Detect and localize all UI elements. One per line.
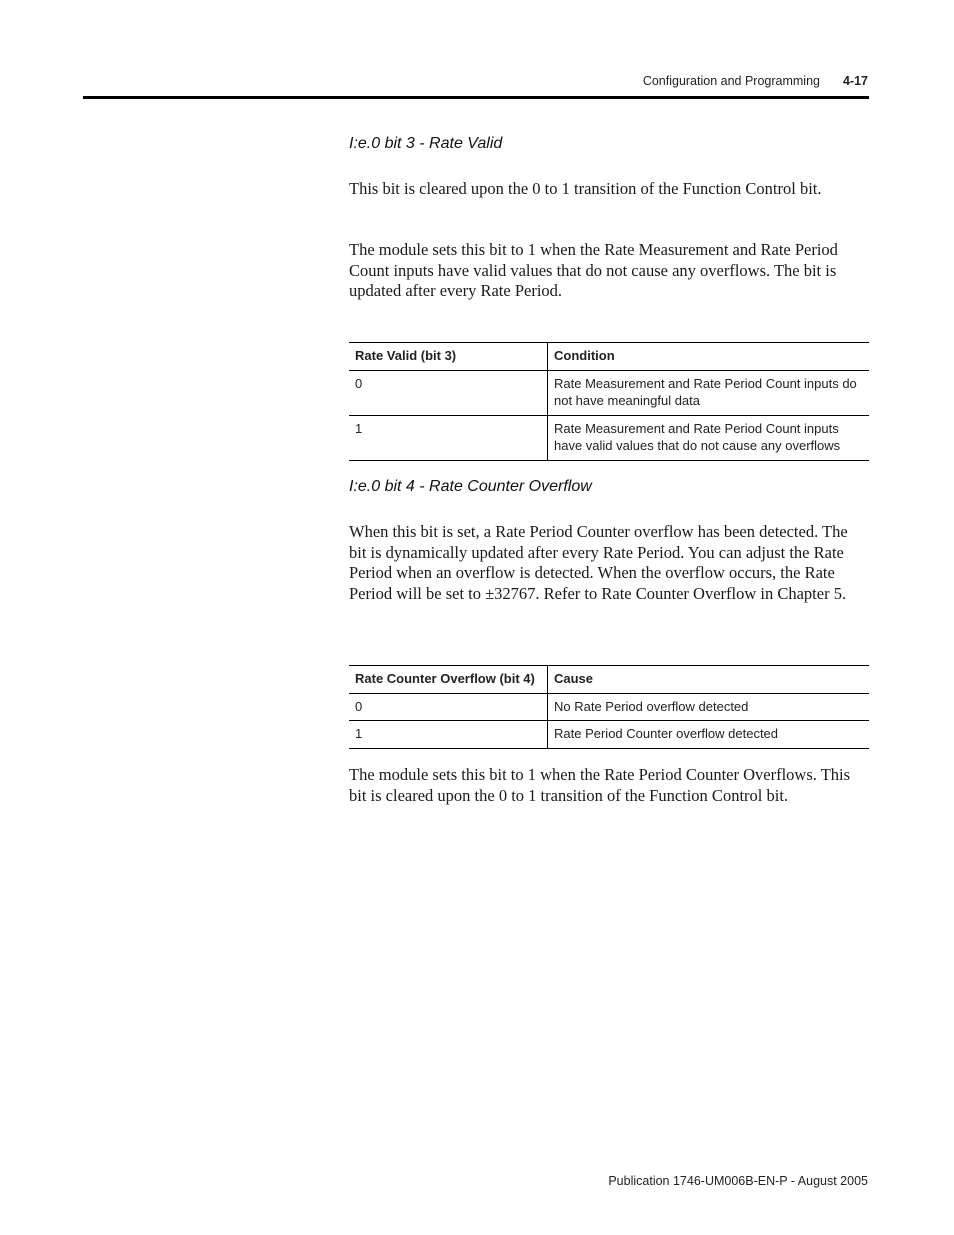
rate-counter-overflow-col-header: Rate Counter Overflow (bit 4) <box>349 666 548 694</box>
table-header-row <box>349 666 869 694</box>
table-cell-value: 0 <box>349 370 548 415</box>
publication-footer: Publication 1746-UM006B-EN-P - August 2005 <box>608 1174 868 1188</box>
table-cell-desc: Rate Measurement and Rate Period Count inputs do not have meaningful data <box>548 370 870 415</box>
rate-valid-heading: I:e.0 bit 3 - Rate Valid <box>349 135 503 152</box>
rate-valid-table <box>349 342 869 461</box>
table-cell-value: 0 <box>349 693 548 721</box>
table-header-row <box>349 343 869 371</box>
cause-col-header: Cause <box>548 666 870 694</box>
rate-counter-overflow-paragraph-1: When this bit is set, a Rate Period Counter overflow has been detected. The bit is dynamically updated after every Rate Period. You can adjust the Rate Period when an overflow is detected. When the overflow occurs, the Rate Period will be set to ±32767. Refer to Rate Counter Overflow in Chapter 5. <box>349 522 848 603</box>
condition-col-header: Condition <box>548 343 870 371</box>
table-row <box>349 693 869 721</box>
table-row <box>349 370 869 415</box>
table-cell-desc: Rate Period Counter overflow detected <box>548 721 870 749</box>
table-row <box>349 721 869 749</box>
table-cell-value: 1 <box>349 721 548 749</box>
rate-valid-col-header: Rate Valid (bit 3) <box>349 343 548 371</box>
rate-valid-paragraph-1: This bit is cleared upon the 0 to 1 transition of the Function Control bit. <box>349 179 822 198</box>
table-cell-desc: Rate Measurement and Rate Period Count inputs have valid values that do not cause any overflows <box>548 415 870 460</box>
table-row <box>349 415 869 460</box>
table-cell-desc: No Rate Period overflow detected <box>548 693 870 721</box>
running-header-title: Configuration and Programming <box>642 74 820 88</box>
rate-counter-overflow-heading: I:e.0 bit 4 - Rate Counter Overflow <box>349 478 592 495</box>
table-cell-value: 1 <box>349 415 548 460</box>
rate-counter-overflow-paragraph-2: The module sets this bit to 1 when the Rate Period Counter Overflows. This bit is cleared upon the 0 to 1 transition of the Function Control bit. <box>349 765 851 805</box>
rate-valid-paragraph-2: The module sets this bit to 1 when the Rate Measurement and Rate Period Count inputs have valid values that do not cause any overflows. The bit is updated after every Rate Period. <box>349 240 838 300</box>
rate-counter-overflow-table <box>349 665 869 749</box>
page-number: 4-17 <box>842 74 868 88</box>
header-rule <box>83 96 869 99</box>
